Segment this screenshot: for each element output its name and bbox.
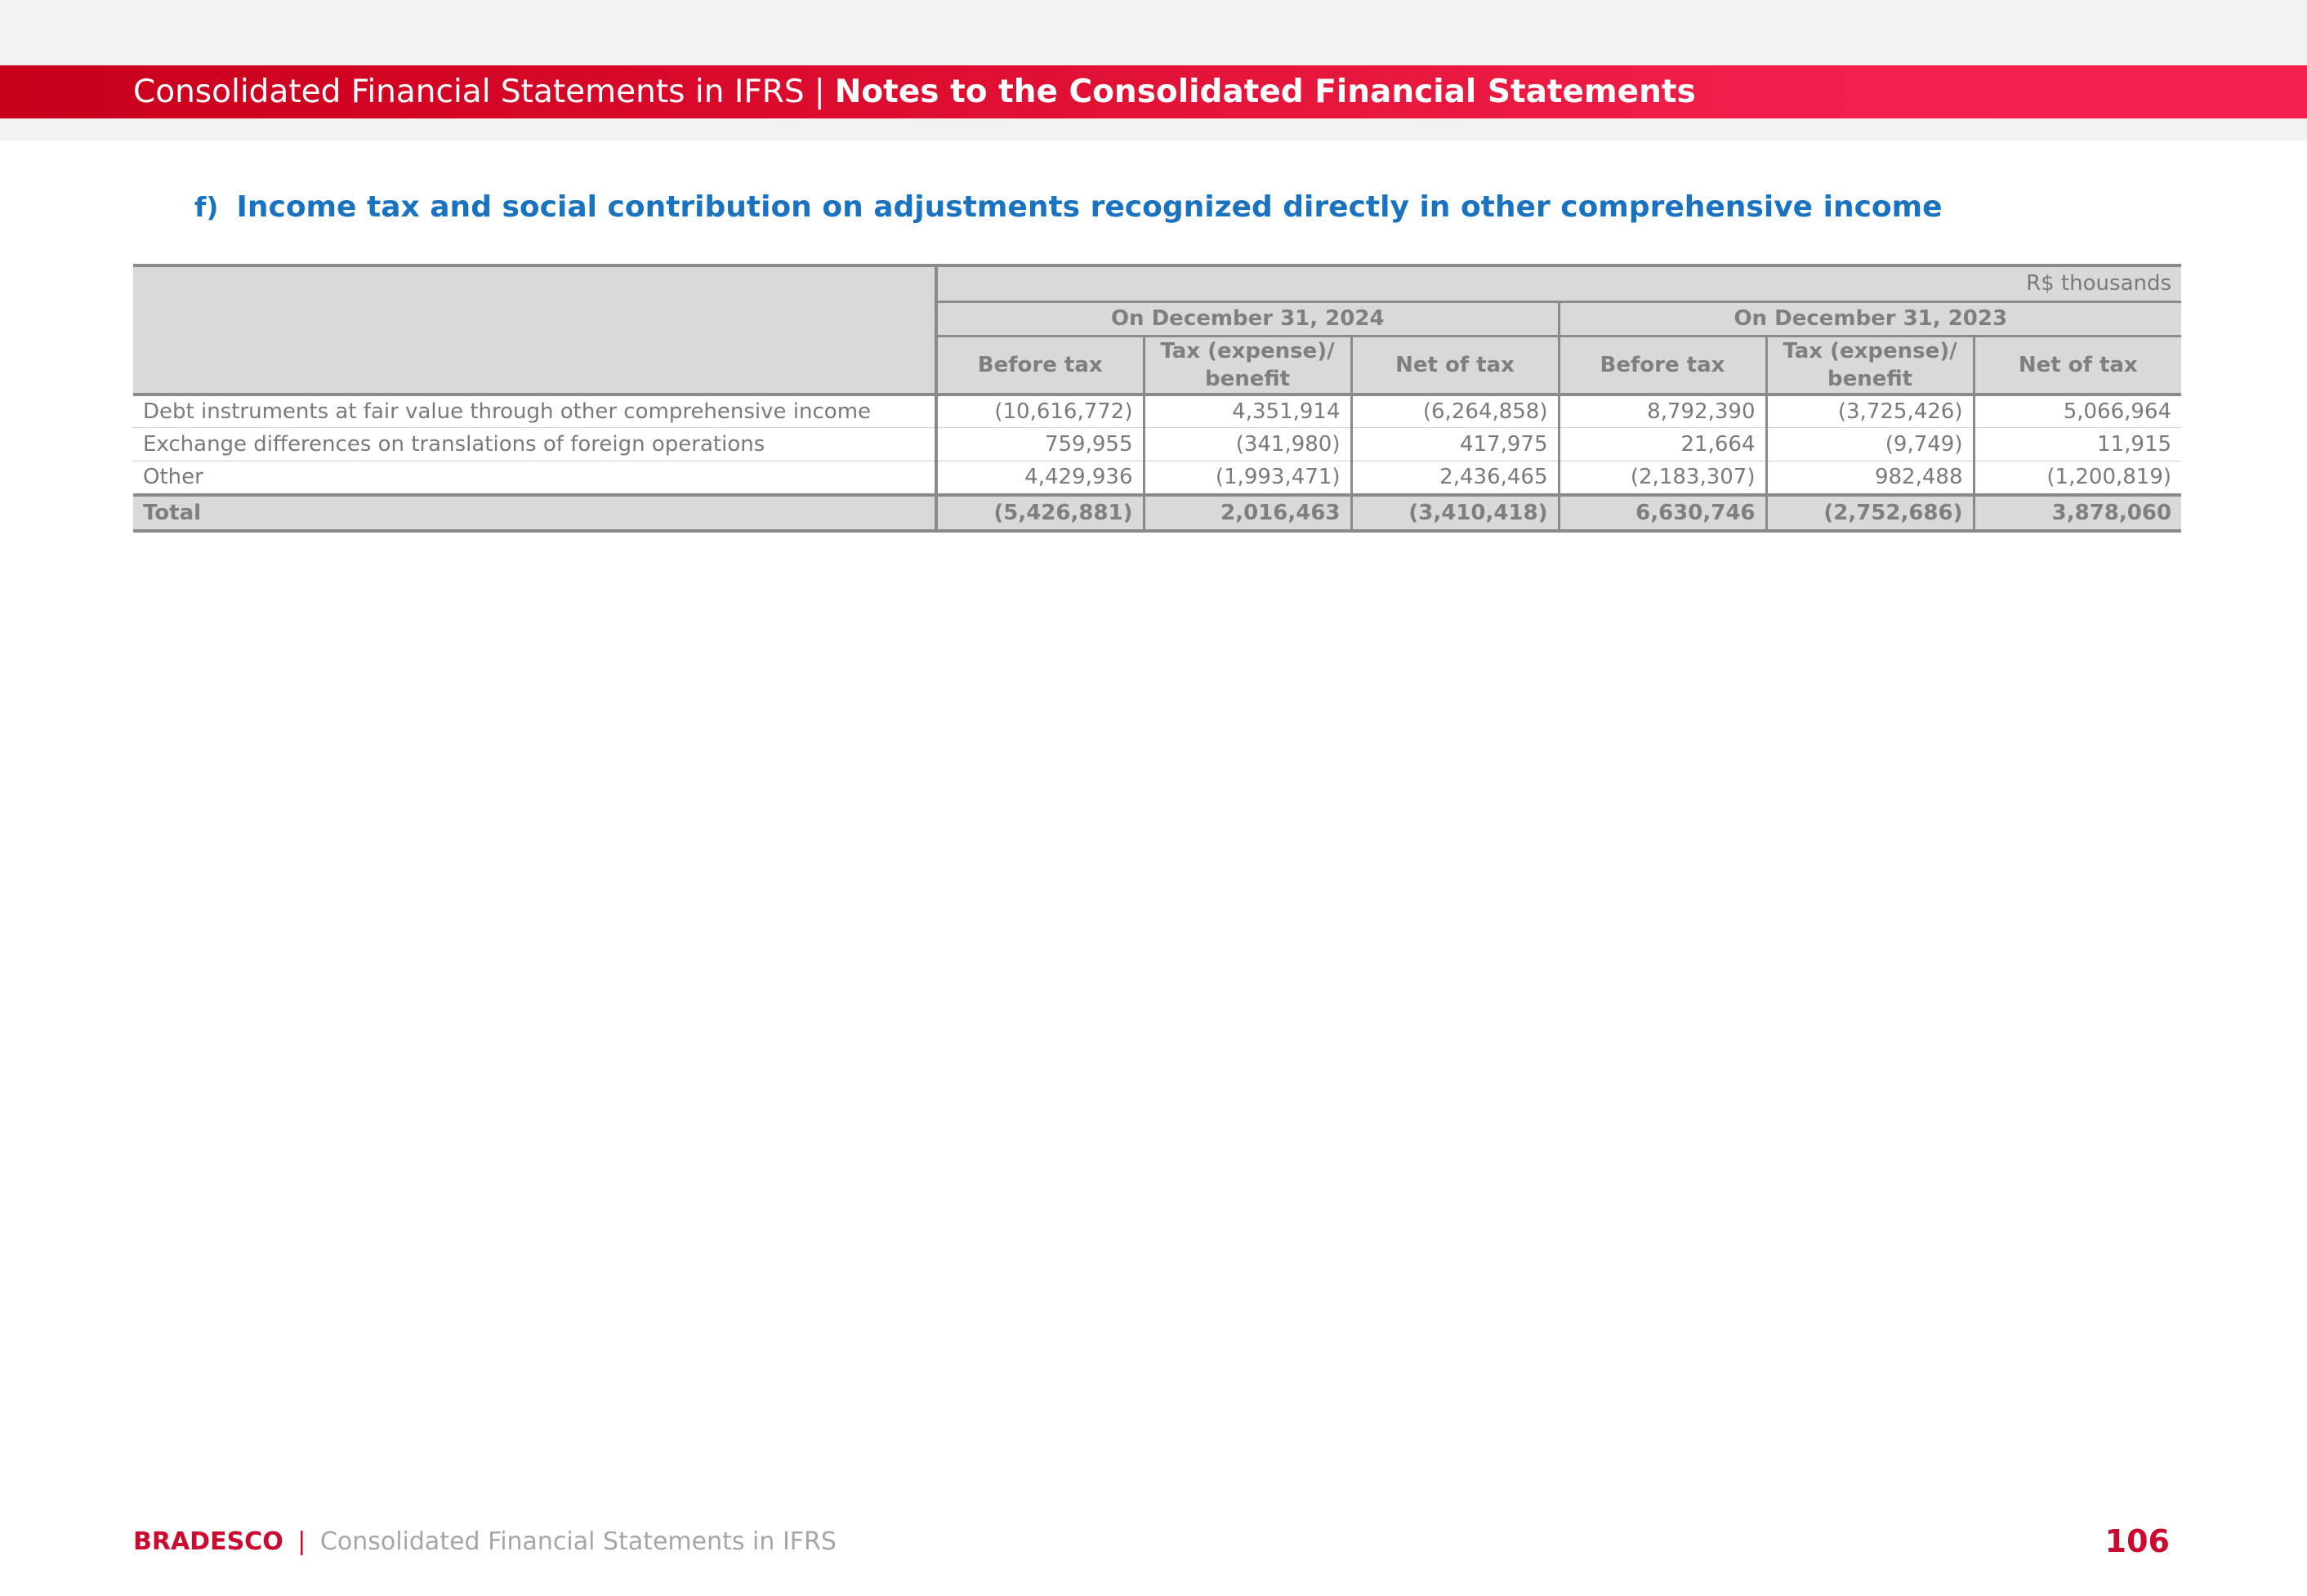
- cell-value: 8,792,390: [1559, 395, 1766, 428]
- cell-value: (9,749): [1766, 428, 1974, 461]
- table-header-blank: [133, 265, 936, 395]
- cell-value: 759,955: [936, 428, 1144, 461]
- total-value: (3,410,418): [1351, 495, 1559, 531]
- column-header-text: Net of tax: [2018, 352, 2138, 377]
- footer-brand: BRADESCO: [133, 1527, 283, 1556]
- column-header: [1766, 336, 1974, 395]
- column-header-text: Tax (expense)/: [1783, 338, 1957, 363]
- column-header-text: Before tax: [1600, 352, 1725, 377]
- cell-value: 4,429,936: [936, 461, 1144, 495]
- column-header: [1974, 336, 2181, 395]
- row-label: Exchange differences on translations of foreign operations: [133, 428, 936, 461]
- page-number: 106: [2104, 1523, 2170, 1559]
- cell-value: 5,066,964: [1974, 395, 2181, 428]
- footer: [133, 1527, 837, 1556]
- period-header-2024: On December 31, 2024: [936, 301, 1559, 336]
- table-row: [133, 461, 2181, 495]
- cell-value: (10,616,772): [936, 395, 1144, 428]
- cell-value: 11,915: [1974, 428, 2181, 461]
- total-value: 2,016,463: [1144, 495, 1351, 531]
- cell-value: 982,488: [1766, 461, 1974, 495]
- column-header: [1144, 336, 1351, 395]
- tax-adjustments-table: [133, 264, 2181, 533]
- footer-separator: |: [297, 1527, 306, 1556]
- column-header-text: Before tax: [977, 352, 1103, 377]
- section-heading: [194, 185, 1943, 229]
- units-label: R$ thousands: [936, 265, 2181, 301]
- total-value: 6,630,746: [1559, 495, 1766, 531]
- total-value: (5,426,881): [936, 495, 1144, 531]
- table-header-units-row: [133, 265, 2181, 301]
- column-header-text: Net of tax: [1395, 352, 1515, 377]
- total-value: 3,878,060: [1974, 495, 2181, 531]
- total-label: Total: [133, 495, 936, 531]
- cell-value: (1,993,471): [1144, 461, 1351, 495]
- total-row: [133, 495, 2181, 531]
- header-title: Consolidated Financial Statements in IFRS: [133, 74, 805, 110]
- total-value: (2,752,686): [1766, 495, 1974, 531]
- table-row: [133, 395, 2181, 428]
- cell-value: (2,183,307): [1559, 461, 1766, 495]
- header-subtitle: Notes to the Consolidated Financial Statements: [834, 74, 1696, 110]
- column-header: [1351, 336, 1559, 395]
- cell-value: (1,200,819): [1974, 461, 2181, 495]
- cell-value: (341,980): [1144, 428, 1351, 461]
- cell-value: 4,351,914: [1144, 395, 1351, 428]
- row-label: Other: [133, 461, 936, 495]
- header-bar: [0, 65, 2307, 118]
- row-label: Debt instruments at fair value through other comprehensive income: [133, 395, 936, 428]
- section-title: Income tax and social contribution on adjustments recognized directly in other comprehensive income: [236, 189, 1943, 224]
- column-header-text: benefit: [1204, 366, 1291, 391]
- header-separator: |: [814, 74, 825, 110]
- cell-value: (3,725,426): [1766, 395, 1974, 428]
- footer-text: Consolidated Financial Statements in IFRS: [319, 1527, 837, 1556]
- cell-value: (6,264,858): [1351, 395, 1559, 428]
- column-header: [1559, 336, 1766, 395]
- column-header-text: Tax (expense)/: [1160, 338, 1335, 363]
- cell-value: 21,664: [1559, 428, 1766, 461]
- section-letter: f): [194, 190, 219, 223]
- cell-value: 2,436,465: [1351, 461, 1559, 495]
- column-header: [936, 336, 1144, 395]
- period-header-2023: On December 31, 2023: [1559, 301, 2181, 336]
- column-header-text: benefit: [1827, 366, 1913, 391]
- table-row: [133, 428, 2181, 461]
- cell-value: 417,975: [1351, 428, 1559, 461]
